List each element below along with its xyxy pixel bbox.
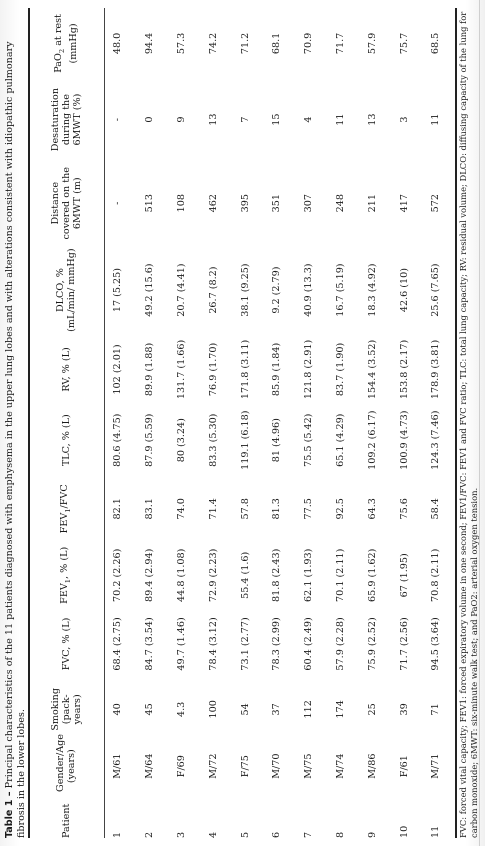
cell-fvc: 68.4 (2.75) xyxy=(112,617,124,671)
cell-rv: 154.4 (3.52) xyxy=(366,339,378,400)
cell-distance: 351 xyxy=(271,194,283,213)
header-desaturation: Desaturation during the 6MWT (%) xyxy=(49,87,83,152)
table-row xyxy=(166,8,198,838)
cell-rv: 121.8 (2.91) xyxy=(303,339,315,400)
cell-patient: 4 xyxy=(207,831,219,838)
cell-fvc: 57.9 (2.28) xyxy=(334,617,346,671)
cell-pao2: 94.4 xyxy=(144,32,156,55)
header-gender-age: Gender/Age (years) xyxy=(55,734,77,792)
patients-table xyxy=(30,8,452,838)
header-rv: RV, % (L) xyxy=(60,347,72,392)
cell-patient: 3 xyxy=(175,831,187,838)
cell-tlc: 109.2 (6.17) xyxy=(366,410,378,470)
header-tlc: TLC, % (L) xyxy=(60,414,72,467)
cell-distance: 307 xyxy=(303,194,315,213)
cell-fvc: 94.5 (3.64) xyxy=(430,617,442,671)
header-pao2: PaO$_2$ at rest (mmHg) xyxy=(53,14,79,73)
header-distance: Distance covered on the 6MWT (m) xyxy=(49,167,83,240)
cell-gender-age: F/69 xyxy=(175,755,187,778)
table-row xyxy=(293,8,325,838)
cell-fvc: 78.3 (2.99) xyxy=(271,617,283,671)
cell-dlco: 9.2 (2.79) xyxy=(271,266,283,314)
table-row xyxy=(102,8,134,838)
cell-distance: 417 xyxy=(398,194,410,213)
cell-dlco: 17 (5.25) xyxy=(112,268,124,313)
table-bottom-rule xyxy=(455,8,457,838)
cell-smoking: 71 xyxy=(430,703,442,716)
cell-fev1: 70.8 (2.11) xyxy=(430,548,442,602)
cell-desaturation: 11 xyxy=(334,113,346,126)
table-row xyxy=(197,8,229,838)
cell-fev1: 44.8 (1.08) xyxy=(175,548,187,602)
cell-gender-age: M/74 xyxy=(334,753,346,779)
cell-desaturation: 9 xyxy=(175,116,187,123)
cell-fev1: 67 (1.95) xyxy=(398,553,410,598)
cell-desaturation: - xyxy=(112,117,124,122)
cell-fvc: 49.7 (1.46) xyxy=(175,617,187,671)
table-row xyxy=(388,8,420,838)
cell-rv: 76.9 (1.70) xyxy=(207,342,219,397)
cell-pao2: 71.2 xyxy=(239,32,251,55)
cell-fev1: 62.1 (1.93) xyxy=(303,548,315,602)
cell-fev1: 55.4 (1.6) xyxy=(239,551,251,599)
table-caption-text: Principal characteristics of the 11 patients diagnosed with emphysema in the upper lung lobes and with alterations consistent with idiopathic pulmonary fibrosis in the lower lobes. xyxy=(4,41,27,838)
cell-desaturation: 3 xyxy=(398,116,410,123)
cell-distance: 462 xyxy=(207,194,219,213)
cell-dlco: 16.7 (5.19) xyxy=(334,263,346,317)
cell-patient: 10 xyxy=(398,825,410,838)
table-caption xyxy=(4,18,27,838)
cell-pao2: 71.7 xyxy=(334,32,346,55)
cell-fvc: 73.1 (2.77) xyxy=(239,617,251,671)
header-patient: Patient xyxy=(60,803,72,838)
cell-gender-age: M/71 xyxy=(430,753,442,779)
cell-distance: 395 xyxy=(239,194,251,213)
cell-fev1-fvc: 75.6 xyxy=(398,498,410,520)
cell-smoking: 45 xyxy=(144,703,156,716)
cell-tlc: 80.6 (4.75) xyxy=(112,413,124,467)
table-row xyxy=(420,8,452,838)
table-row xyxy=(325,8,357,838)
cell-pao2: 74.2 xyxy=(207,32,219,55)
cell-smoking: 25 xyxy=(366,703,378,716)
cell-tlc: 100.9 (4.73) xyxy=(398,410,410,470)
cell-pao2: 48.0 xyxy=(112,32,124,55)
cell-smoking: 39 xyxy=(398,703,410,716)
table-row xyxy=(261,8,293,838)
cell-desaturation: 13 xyxy=(366,113,378,126)
cell-smoking: 112 xyxy=(303,700,315,719)
cell-fev1-fvc: 81.3 xyxy=(271,498,283,520)
cell-distance: 108 xyxy=(175,194,187,213)
table-caption-label: Table 1 – xyxy=(4,791,15,838)
cell-gender-age: M/64 xyxy=(144,753,156,779)
cell-pao2: 75.7 xyxy=(398,32,410,55)
table-row xyxy=(356,8,388,838)
cell-patient: 6 xyxy=(271,831,283,838)
cell-dlco: 18.3 (4.92) xyxy=(366,263,378,317)
cell-rv: 102 (2.01) xyxy=(112,344,124,395)
cell-fev1-fvc: 74.0 xyxy=(175,498,187,520)
cell-dlco: 49.2 (15.6) xyxy=(144,263,156,317)
cell-rv: 85.9 (1.84) xyxy=(271,342,283,397)
cell-rv: 83.7 (1.90) xyxy=(334,342,346,397)
cell-smoking: 37 xyxy=(271,703,283,716)
cell-rv: 171.8 (3.11) xyxy=(239,339,251,400)
cell-distance: 248 xyxy=(334,194,346,213)
cell-fev1-fvc: 77.5 xyxy=(303,498,315,520)
cell-distance: 513 xyxy=(144,194,156,213)
cell-dlco: 20.7 (4.41) xyxy=(175,263,187,317)
cell-fev1-fvc: 71.4 xyxy=(207,498,219,520)
header-dlco: DLCO, % (mL/min/ mmHg) xyxy=(55,248,77,332)
cell-fvc: 84.7 (3.54) xyxy=(144,617,156,671)
cell-fev1: 65.9 (1.62) xyxy=(366,548,378,602)
cell-tlc: 83.3 (5.30) xyxy=(207,413,219,467)
cell-gender-age: M/70 xyxy=(271,753,283,779)
cell-fev1-fvc: 58.4 xyxy=(430,498,442,520)
table-row xyxy=(134,8,166,838)
cell-tlc: 75.5 (5.42) xyxy=(303,413,315,467)
cell-fev1-fvc: 64.3 xyxy=(366,498,378,520)
cell-desaturation: 11 xyxy=(430,113,442,126)
header-fev1: $FEV_1$, % (L) xyxy=(58,546,72,604)
cell-tlc: 119.1 (6.18) xyxy=(239,410,251,470)
cell-gender-age: M/61 xyxy=(112,753,124,779)
cell-smoking: 54 xyxy=(239,703,251,716)
cell-fvc: 78.4 (3.12) xyxy=(207,617,219,671)
cell-rv: 153.8 (2.17) xyxy=(398,339,410,400)
cell-patient: 8 xyxy=(334,831,346,838)
cell-desaturation: 4 xyxy=(303,116,315,123)
cell-pao2: 70.9 xyxy=(303,32,315,55)
cell-desaturation: 0 xyxy=(144,116,156,123)
cell-fev1-fvc: 92.5 xyxy=(334,498,346,520)
cell-fev1: 70.2 (2.26) xyxy=(112,548,124,602)
cell-dlco: 40.9 (13.3) xyxy=(303,263,315,317)
cell-gender-age: M/75 xyxy=(303,753,315,779)
cell-gender-age: M/86 xyxy=(366,753,378,779)
cell-desaturation: 7 xyxy=(239,116,251,123)
cell-pao2: 57.3 xyxy=(175,32,187,55)
cell-tlc: 124.3 (7.46) xyxy=(430,410,442,470)
cell-distance: 211 xyxy=(366,194,378,213)
cell-rv: 89.9 (1.88) xyxy=(144,342,156,397)
header-smoking: Smoking (pack-years) xyxy=(49,688,83,731)
cell-patient: 5 xyxy=(239,831,251,838)
cell-patient: 7 xyxy=(303,831,315,838)
cell-fev1: 89.4 (2.94) xyxy=(144,548,156,602)
cell-dlco: 26.7 (8.2) xyxy=(207,266,219,314)
cell-gender-age: M/72 xyxy=(207,753,219,779)
cell-fev1-fvc: 82.1 xyxy=(112,498,124,520)
cell-tlc: 80 (3.24) xyxy=(175,418,187,463)
cell-patient: 2 xyxy=(144,831,156,838)
cell-smoking: 100 xyxy=(207,700,219,719)
cell-fev1: 70.1 (2.11) xyxy=(334,548,346,602)
cell-smoking: 174 xyxy=(334,700,346,719)
cell-patient: 1 xyxy=(112,831,124,838)
table-header-row xyxy=(30,8,102,838)
table-row xyxy=(229,8,261,838)
cell-desaturation: 15 xyxy=(271,113,283,126)
cell-dlco: 42.6 (10) xyxy=(398,268,410,313)
cell-pao2: 68.1 xyxy=(271,32,283,55)
cell-tlc: 65.1 (4.29) xyxy=(334,413,346,467)
cell-pao2: 68.5 xyxy=(430,32,442,55)
cell-fev1: 72.9 (2.23) xyxy=(207,548,219,602)
cell-fev1: 81.8 (2.43) xyxy=(271,548,283,602)
table-footnote: FVC: forced vital capacity; FEV1: forced expiratory volume in one second; FEV1/FVC: FEV1 and FVC ratio; TLC: total lung capacity; RV: residual volume; DLCO: diffusing capacity of the lung for carbon monoxide; 6MWT: six-minute walk test; and PaO2: arterial oxygen tension. xyxy=(458,11,479,838)
cell-smoking: 40 xyxy=(112,703,124,716)
cell-smoking: 4.3 xyxy=(175,701,187,717)
cell-fvc: 71.7 (2.56) xyxy=(398,617,410,671)
cell-distance: 572 xyxy=(430,194,442,213)
cell-fev1-fvc: 57.8 xyxy=(239,498,251,520)
cell-tlc: 87.9 (5.59) xyxy=(144,413,156,467)
cell-patient: 9 xyxy=(366,831,378,838)
cell-distance: - xyxy=(112,201,124,205)
cell-gender-age: F/61 xyxy=(398,755,410,778)
cell-tlc: 81 (4.96) xyxy=(271,418,283,463)
header-fev1-fvc: $FEV_1$/FVC xyxy=(58,484,72,534)
cell-fvc: 60.4 (2.49) xyxy=(303,617,315,671)
cell-gender-age: F/75 xyxy=(239,755,251,778)
table-container xyxy=(0,8,485,838)
header-fvc: FVC, % (L) xyxy=(60,617,72,671)
cell-patient: 11 xyxy=(430,825,442,838)
cell-pao2: 57.9 xyxy=(366,32,378,55)
cell-desaturation: 13 xyxy=(207,113,219,126)
cell-dlco: 38.1 (9.25) xyxy=(239,263,251,317)
cell-dlco: 25.6 (7.65) xyxy=(430,263,442,317)
cell-fvc: 75.9 (2.52) xyxy=(366,617,378,671)
cell-fev1-fvc: 83.1 xyxy=(144,498,156,520)
cell-rv: 131.7 (1.66) xyxy=(175,339,187,400)
cell-rv: 178.9 (3.81) xyxy=(430,339,442,400)
